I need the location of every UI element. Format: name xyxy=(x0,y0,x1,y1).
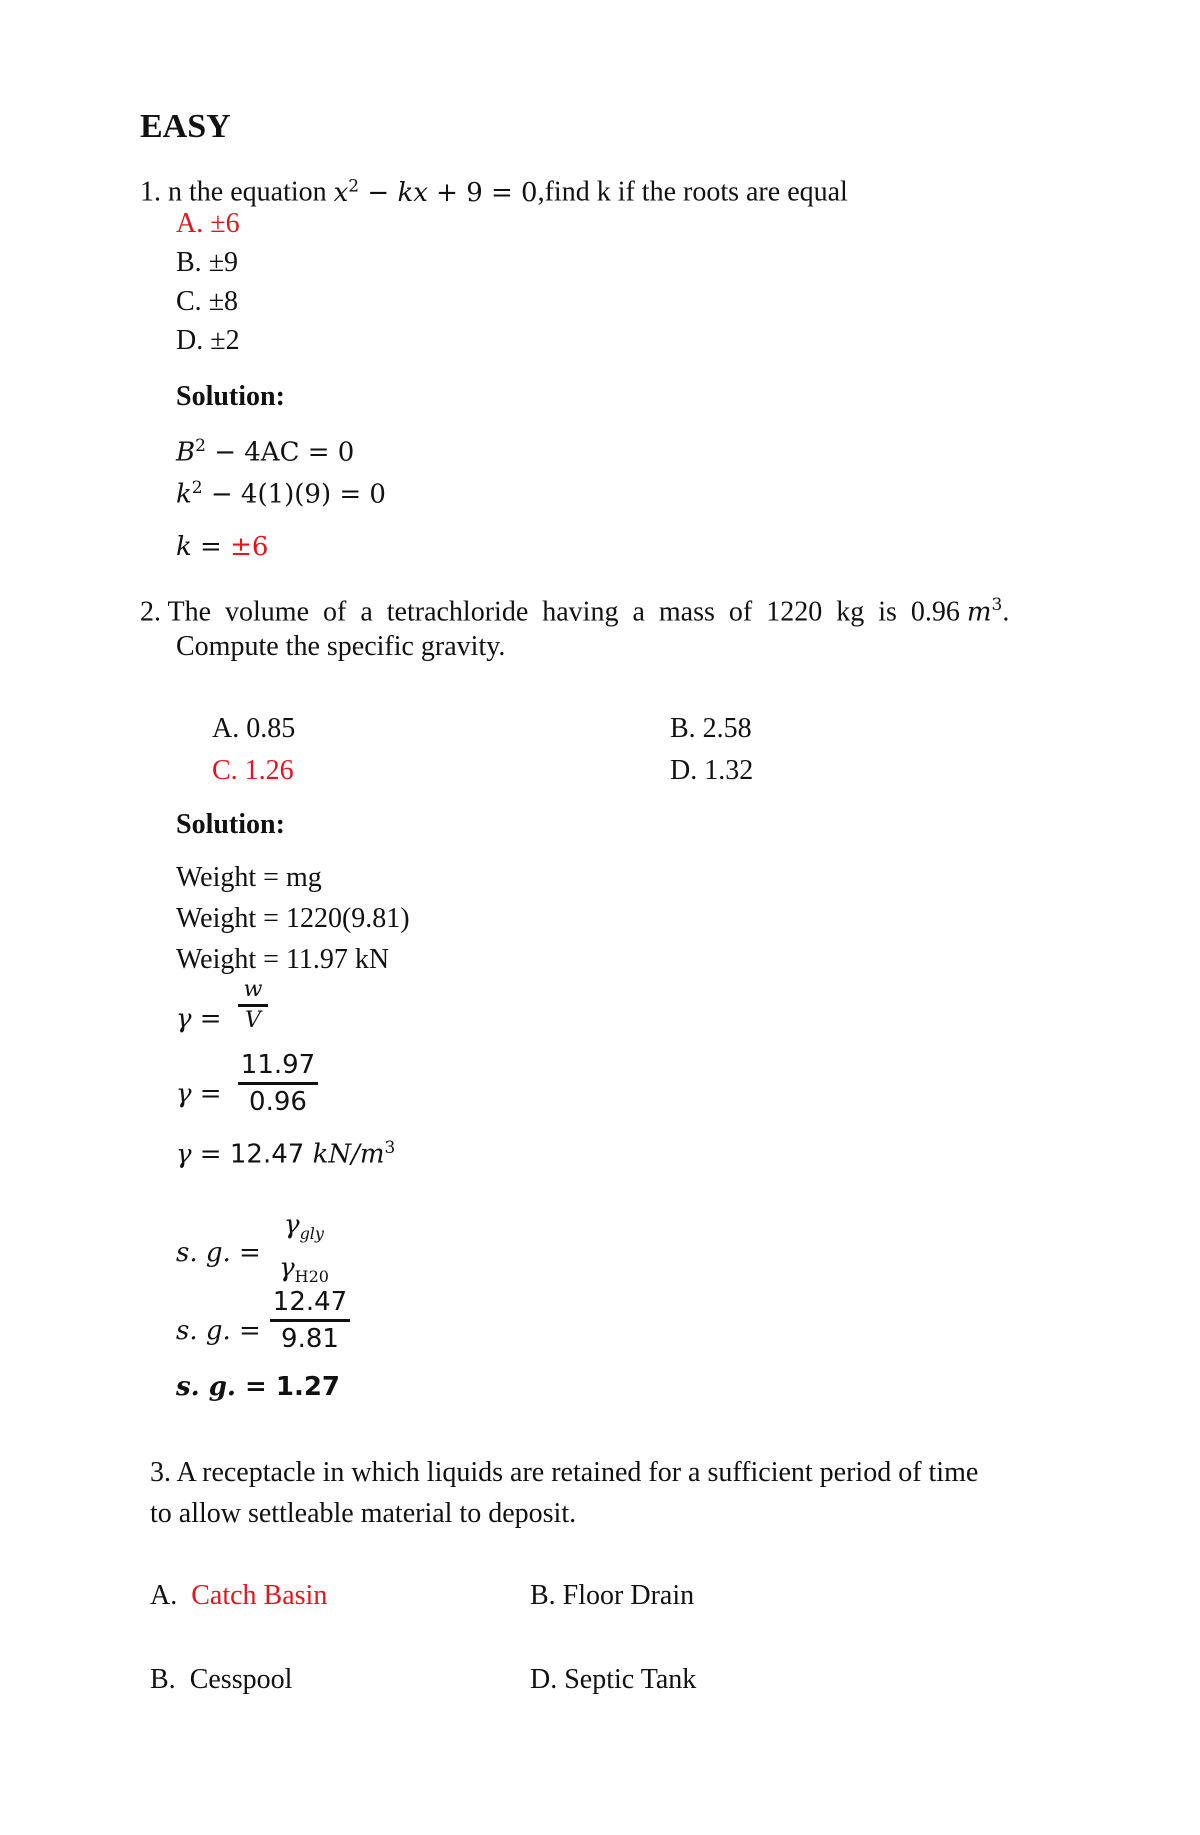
fraction-gamma-ratio: $\gamma_{gly}$ $\gamma_{H20}$ xyxy=(279,1210,329,1287)
choice-d[interactable]: D. ±2 xyxy=(176,325,240,356)
page-title: EASY xyxy=(140,108,231,145)
sg-eq-2: s. g. = xyxy=(176,1316,261,1346)
question-3-line-1: 3. A receptacle in which liquids are retained for a sufficient period of time xyxy=(150,1457,979,1488)
question-number: 1. xyxy=(140,176,161,208)
question-1 xyxy=(140,170,848,209)
choice-a[interactable]: A. 0.85 xyxy=(212,713,296,744)
solution-line-2: $k^2 - 4(1)(9) = 0$ xyxy=(176,478,386,510)
weight-line-2: Weight = 1220(9.81) xyxy=(176,903,410,934)
choice-a[interactable]: A. Catch Basin xyxy=(150,1580,328,1611)
choice-a[interactable]: A. ±6 xyxy=(176,208,240,239)
weight-line-1: Weight = mg xyxy=(176,862,322,893)
solution-line-1: $B^2 - 4AC = 0$ xyxy=(176,436,355,468)
choice-c[interactable]: C. ±8 xyxy=(176,286,239,317)
question-text-2: Compute the specific gravity. xyxy=(176,631,506,662)
choice-c[interactable]: C. 1.26 xyxy=(212,755,294,786)
sg-eq-1: s. g. = xyxy=(176,1238,261,1268)
fraction-w-over-v: w V xyxy=(238,976,268,1035)
question-text: n the equation xyxy=(168,176,327,208)
gamma-eq-1: γ = xyxy=(176,1004,222,1034)
gamma-result: γ = 12.47 $kN/m^3$ xyxy=(176,1138,396,1170)
solution-label: Solution: xyxy=(176,809,285,840)
choice-b[interactable]: B. ±9 xyxy=(176,247,239,278)
gamma-eq-2: γ = xyxy=(176,1079,222,1109)
choice-d[interactable]: D. Septic Tank xyxy=(530,1664,697,1695)
equation: $x^2$ − kx + 9 = 0 xyxy=(333,176,538,208)
question-text-end: ,find k if the roots are equal xyxy=(537,176,848,208)
question-text: The volume of a tetrachloride having a mass of 1220 kg is 0.96 xyxy=(167,596,960,628)
question-3-line-2: to allow settleable material to deposit. xyxy=(150,1498,577,1529)
choice-b-cesspool[interactable]: B. Cesspool xyxy=(150,1664,293,1695)
question-2: 2. The volume of a tetrachloride having a mass of 1220 kg is 0.96 $m^3$. xyxy=(140,595,1010,628)
question-number: 2. xyxy=(140,596,161,628)
weight-line-3: Weight = 11.97 kN xyxy=(176,944,390,975)
solution-answer: k = ±6 xyxy=(176,532,269,562)
fraction-12-47-over-9-81: 12.47 9.81 xyxy=(270,1285,350,1356)
choice-b[interactable]: B. Floor Drain xyxy=(530,1580,695,1611)
choice-b[interactable]: B. 2.58 xyxy=(670,713,752,744)
solution-label: Solution: xyxy=(176,381,285,412)
fraction-11-97-over-0-96: 11.97 0.96 xyxy=(238,1048,318,1119)
choice-d[interactable]: D. 1.32 xyxy=(670,755,754,786)
unit: m xyxy=(966,597,992,628)
sg-final: s. g. = 1.27 xyxy=(176,1372,341,1402)
